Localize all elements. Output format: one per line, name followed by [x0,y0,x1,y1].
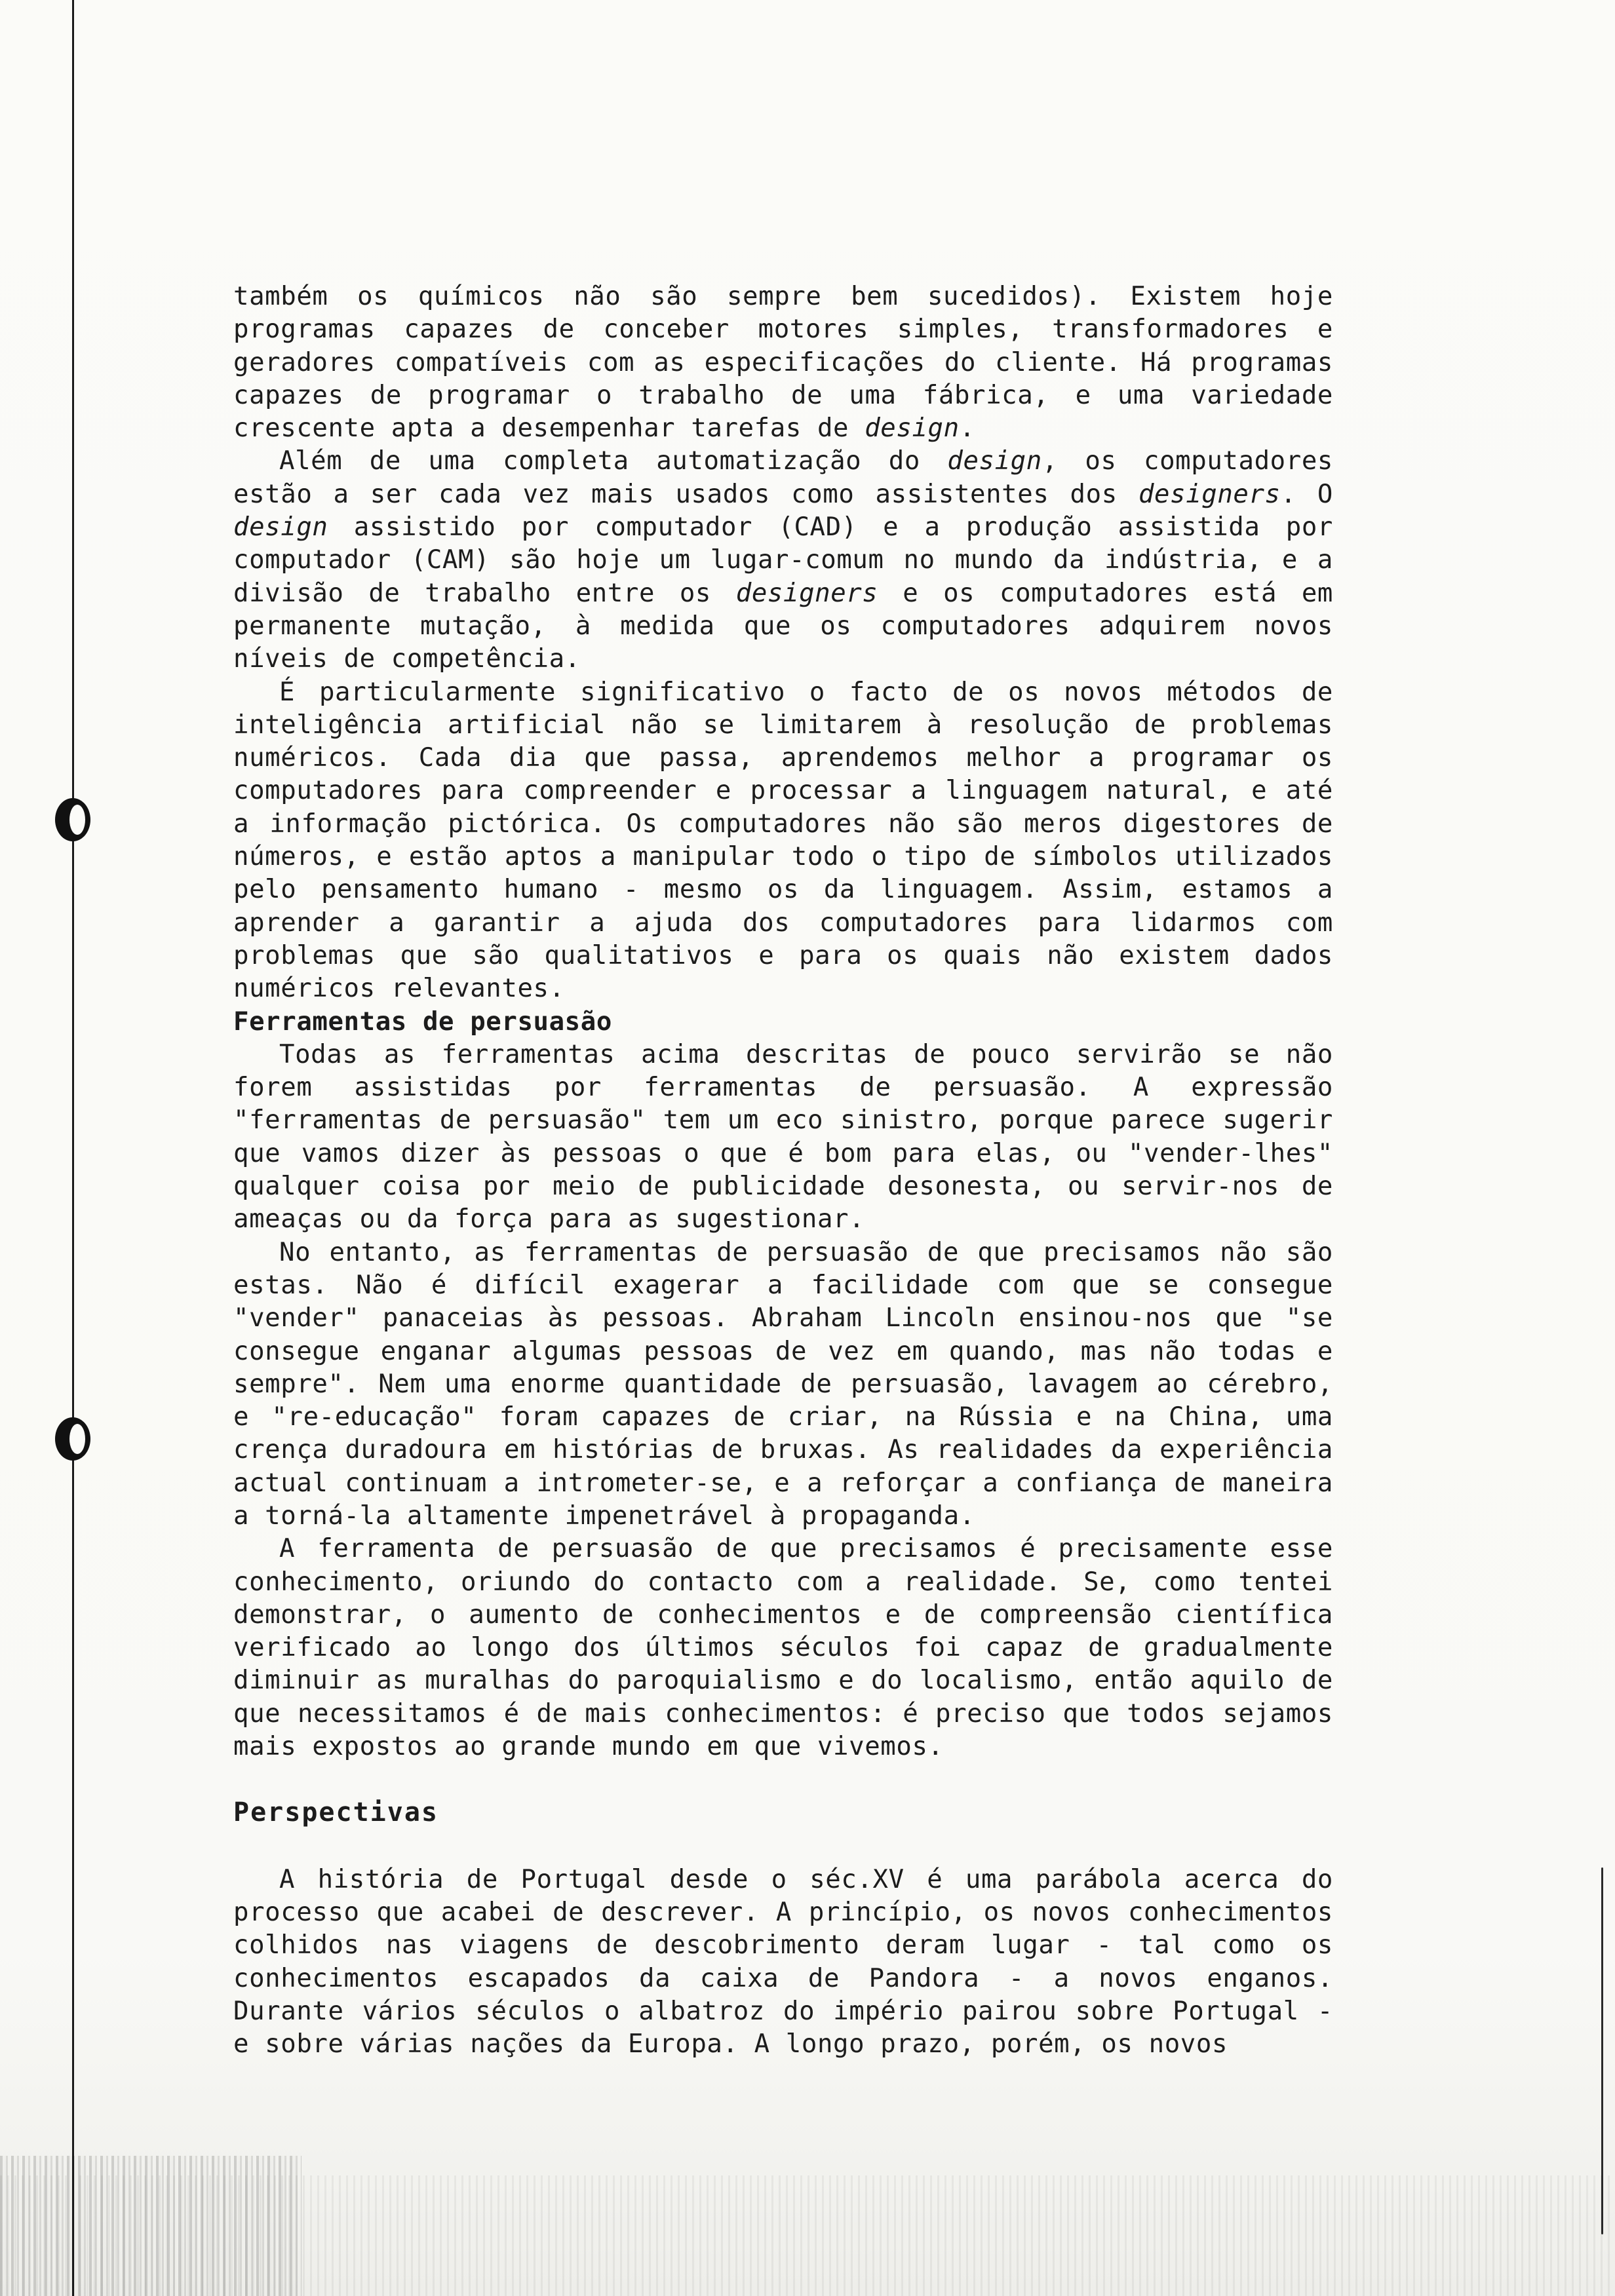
text-run: No entanto, as ferramentas de persuasão de que precisamos não são estas. Não é difícil exagerar a facilidade com que se consegue "vender" panaceias às pessoas. Abraham Lincoln ensinou-nos que "se consegue enganar algumas pessoas de vez em quando, mas não todas e sempre". Nem uma enorme quantidade de persuasão, lavagem ao cérebro, e "re-educação" foram capazes de criar, na Rússia e na China, uma crença duradoura em histórias de bruxas. As realidades da experiência actual continuam a intrometer-se, e a reforçar a confiança de maneira a torná-la altamente impenetrável à propaganda. [233,1237,1333,1531]
text-run: Além de uma completa automatização do [279,446,948,476]
paragraph [233,676,1333,1006]
paragraph-group-perspectivas [233,1864,1333,2061]
binding-margin-line [72,0,74,2296]
italic-term: design [233,512,328,543]
paragraph [233,280,1333,445]
text-run: , os computadores estão a ser cada vez mais usados como assistentes dos [233,446,1333,509]
italic-term: designers [735,578,878,608]
scan-noise-bottom-left [0,2156,302,2296]
spacer [233,1829,1333,1864]
text-run: É particularmente significativo o facto de os novos métodos de inteligência artificial não se limitarem à resolução de problemas numéricos. Cada dia que passa, aprendemos melhor a programar os computadores para compreender e processar a linguagem natural, e até a informação pictórica. Os computadores não são meros digestores de números, e estão aptos a manipular todo o tipo de símbolos utilizados pelo pensamento humano - mesmo os da linguagem. Assim, estamos a aprender a garantir a ajuda dos computadores para lidarmos com problemas que são qualitativos e para os quais não existem dados numéricos relevantes. [233,677,1333,1004]
italic-term: design [947,446,1042,476]
text-run: assistido por computador (CAD) e a produção assistida por computador (CAM) são hoje um lugar-comum no mundo da indústria, e a divisão de trabalho entre os [233,512,1333,608]
text-run: e os computadores está em permanente mutação, à medida que os computadores adquirem novos níveis de competência. [233,578,1333,674]
paragraph [233,445,1333,676]
italic-term: designers [1138,479,1281,509]
italic-term: design [865,413,960,444]
spacer [233,1763,1333,1796]
body-text [233,280,1333,2061]
text-run: A história de Portugal desde o séc.XV é uma parábola acerca do processo que acabei de descrever. A princípio, os novos conhecimentos colhidos nas viagens de descobrimento deram lugar - tal como os conhecimentos escapados da caixa de Pandora - a novos enganos. Durante vários séculos o albatroz do império pairou sobre Portugal - e sobre várias nações da Europa. A longo prazo, porém, os novos [233,1864,1333,2059]
paragraph-group-intro [233,280,1333,1006]
paragraph [233,1039,1333,1236]
subheading-persuasion: Ferramentas de persuasão [233,1006,612,1037]
paragraph-group-persuasion [233,1039,1333,1764]
text-run: . [959,413,975,444]
section-heading-perspectivas: Perspectivas [233,1797,438,1828]
paragraph [233,1236,1333,1533]
paragraph [233,1533,1333,1763]
paragraph [233,1864,1333,2061]
text-run: . O [1280,479,1333,509]
text-run: A ferramenta de persuasão de que precisamos é precisamente esse conhecimento, oriundo do contacto com a realidade. Se, como tentei demonstrar, o aumento de conhecimentos e de compreensão científica verificado ao longo dos últimos séculos foi capaz de gradualmente diminuir as muralhas do paroquialismo e do localismo, então aquilo de que necessitamos é de mais conhecimentos: é preciso que todos sejamos mais expostos ao grande mundo em que vivemos. [233,1534,1333,1762]
punch-hole-upper [55,798,90,841]
punch-hole-lower [55,1417,90,1461]
text-run: Todas as ferramentas acima descritas de pouco servirão se não forem assistidas por ferramentas de persuasão. A expressão "ferramentas de persuasão" tem um eco sinistro, porque parece sugerir que vamos dizer às pessoas o que é bom para elas, ou "vender-lhes" qualquer coisa por meio de publicidade desonesta, ou servir-nos de ameaças ou da força para as sugestionar. [233,1039,1333,1234]
text-run: também os químicos não são sempre bem sucedidos). Existem hoje programas capazes de conceber motores simples, transformadores e geradores compatíveis com as especificações do cliente. Há programas capazes de programar o trabalho de uma fábrica, e uma variedade crescente apta a desempenhar tarefas de [233,282,1333,444]
